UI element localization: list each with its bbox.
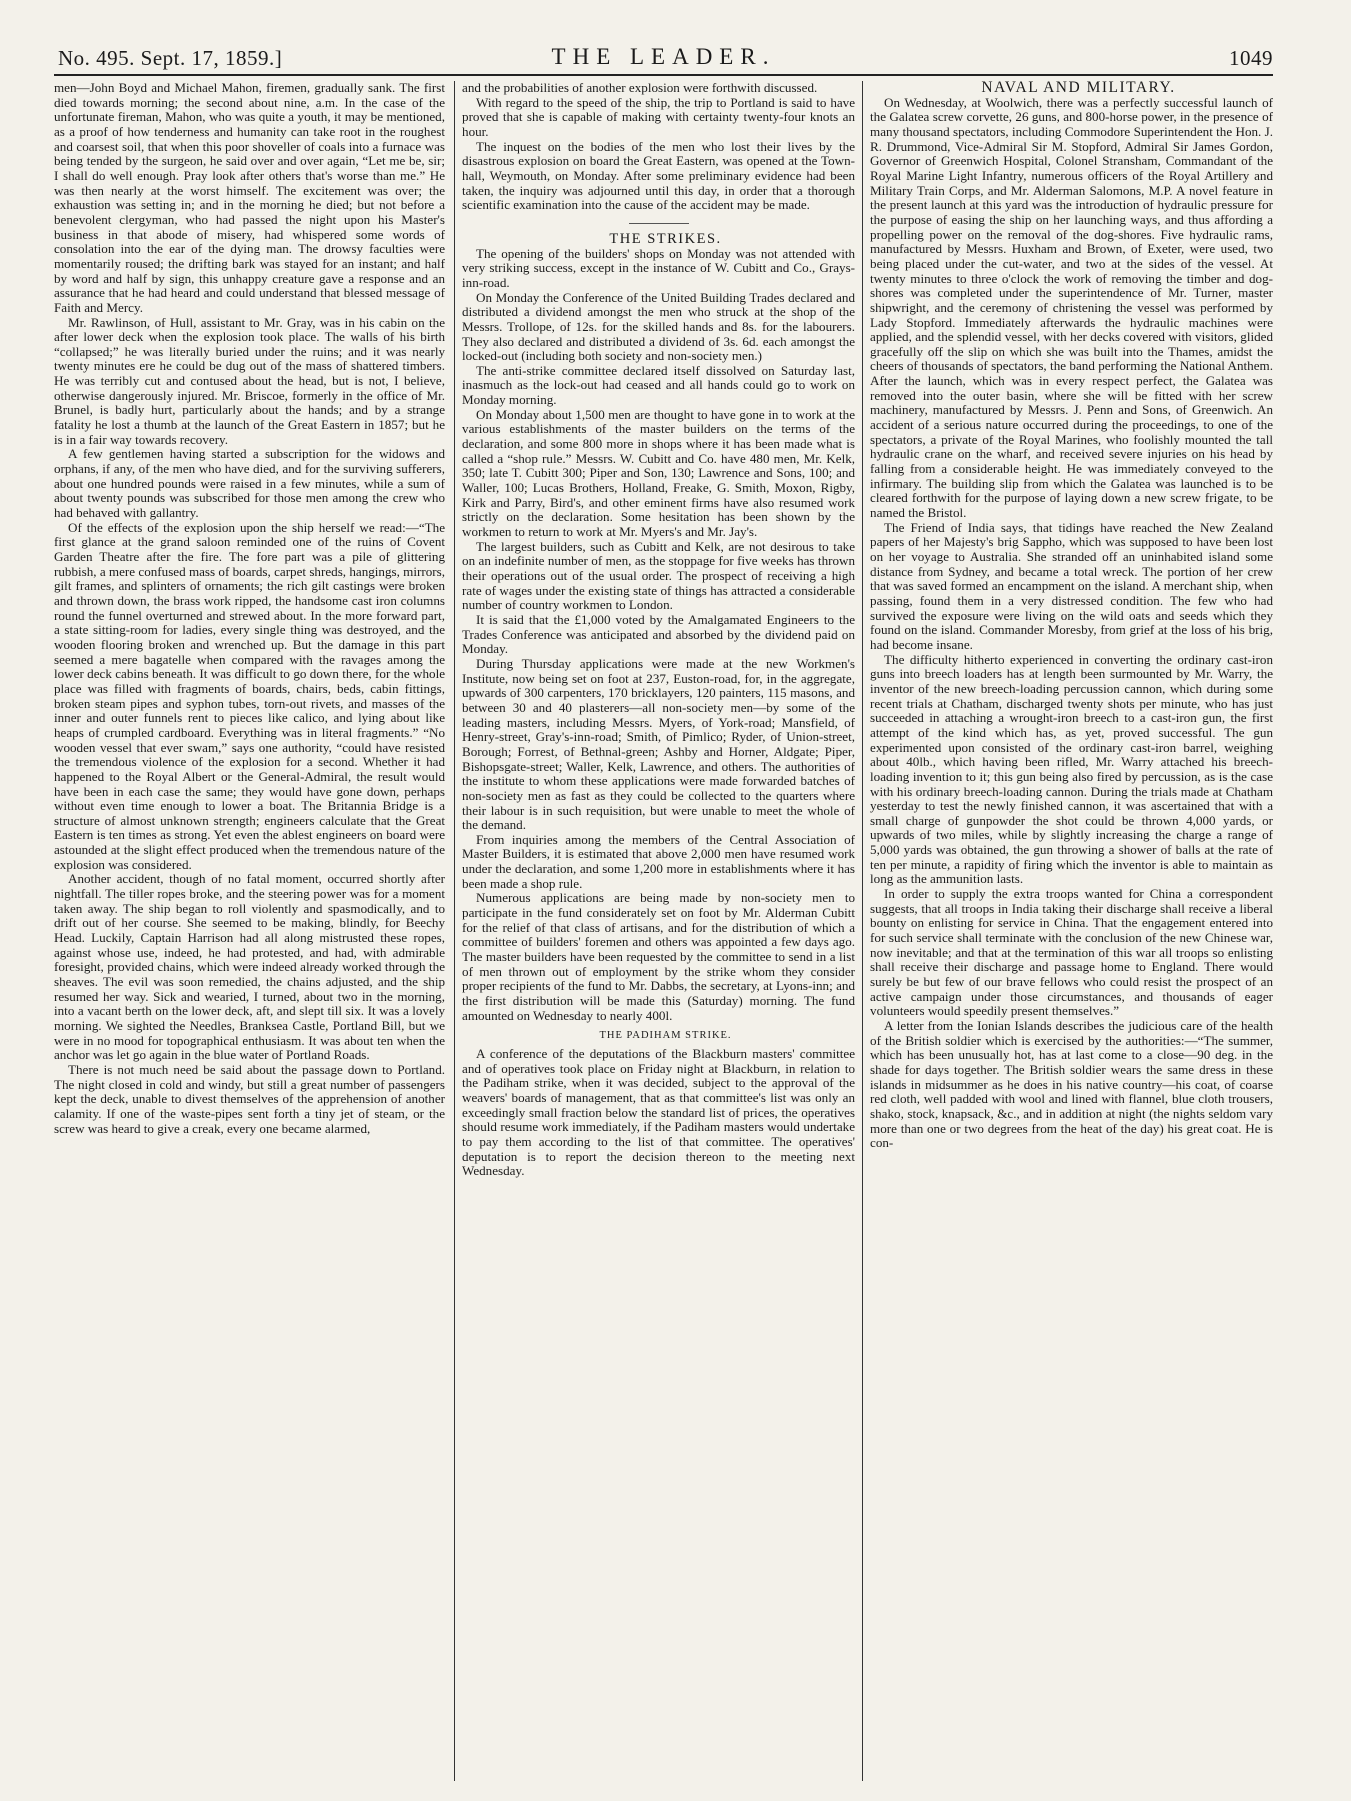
paragraph: There is not much need be said about the passage down to Portland. The night closed in cold and windy, but still a great number of passengers kept the deck, unable to divest themselves of the apprehension of another calamity. If one of the waste-pipes sent forth a tiny jet of steam, or the screw was heard to give a creak, every one became alarmed, [54,1061,446,1136]
paragraph: A conference of the deputations of the Blackburn masters' committee and of operatives took place on Friday night at Blackburn, in relation to the Padiham strike, when it was decided, subject to the approval of the weavers' boards of management, that as that committee's list was only an exceedingly small fraction below the standard list of prices, the operatives should resume work immediately, if the Padiham masters would undertake to pay them according to the list of that committee. The operatives' deputation is to report the decision thereon to the meeting next Wednesday. [462,1046,856,1179]
paragraph: During Thursday applications were made at the new Workmen's Institute, now being set on foot at 237, Euston-road, for, in the aggregate, upwards of 300 carpenters, 170 bricklayers, 120 painters, 115 masons, and between 30 and 40 plasterers—all non-society men—by some of the leading masters, including Messrs. Myers, of York-road; Mansfield, of Henry-street, Gray's-inn-road; Smith, of Pimlico; Ryder, of Union-street, Borough; Forrest, of Bethnal-green; Ashby and Horner, Aldgate; Piper, Bishopsgate-street; Waller, Kelk, Lawrence, and others. The authorities of the institute to whom these applications were made forwarded batches of non-society men as fast as they could be collected to the quarters where their labour is in such requisition, but were unable to meet the whole of the demand. [462,655,856,833]
column-rule [454,81,455,1781]
paragraph: Another accident, though of no fatal moment, occurred shortly after nightfall. The tiller ropes broke, and the steering power was for a moment taken away. The ship began to roll violently and spasmodically, and to drift out of her course. She seemed to be making, blindly, for Beechy Head. Luckily, Captain Harrison had all along mistrusted these ropes, against whose use, indeed, he had protested, and had, with admirable foresight, provided chains, which were indeed already worked through the sheaves. The evil was soon remedied, the chains adjusted, and the ship resumed her way. Sick and wearied, I turned, about two in the morning, into a vacant berth on the lower deck, aft, and slept till six. It was a lovely morning. We sighted the Needles, Branksea Castle, Portland Bill, but we were in no mood for topographical enthusiasm. It was about ten when the anchor was let go again in the blue water of Portland Roads. [54,871,446,1063]
section-title-naval: NAVAL AND MILITARY. [981,81,1176,96]
masthead [54,44,1273,76]
paragraph: Numerous applications are being made by non-society men to participate in the fund considerately set on foot by Mr. Alderman Cubitt for the relief of that class of artisans, and for the distribution of which a committee of builders' foremen and others was appointed a few days ago. The master builders have been requested by the committee to send in a list of men thrown out of employment by the strike whom they consider proper recipients of the fund to Mr. Dabbs, the secretary, at Lyons-inn; and the first distribution will be made this (Saturday) morning. The fund amounted on Wednesday to nearly 400l. [462,890,856,1023]
paragraph: The difficulty hitherto experienced in converting the ordinary cast-iron guns into breech loaders has at length been surmounted by Mr. Warry, the inventor of the new breech-loading percussion cannon, which during some recent trials at Chatham, discharged twenty shots per minute, who has just succeeded in attaching a wrought-iron breech to a cast-iron gun, the first attempt of the kind which has, as yet, proved successful. The gun experimented upon consisted of the ordinary cast-iron barrel, weighing about 40lb., which having been rifled, Mr. Warry attached his breech-loading invention to it; this gun being also fired by percussion, as is the case with his ordinary breech-loading cannon. During the trials made at Chatham yesterday to test the newly finished cannon, it was ascertained that with a small charge of gunpowder the shot could be thrown 4,000 yards, or upwards of two miles, while by slightly increasing the charge a range of 5,000 yards was obtained, the gun throwing a shower of balls at the rate of ten per minute, a rapidity of firing which the inventor is able to maintain as long as the ammunition lasts. [870,651,1274,887]
columns [54,81,1273,1781]
column-2 [462,81,855,1781]
paragraph: From inquiries among the members of the Central Association of Master Builders, it is estimated that above 2,000 men have resumed work under the declaration, and some 1,200 more in establishments where it has been made a shop rule. [462,831,856,891]
paragraph: men—John Boyd and Michael Mahon, firemen, gradually sank. The first died towards morning; the second about nine, a.m. In the case of the unfortunate fireman, Mahon, who was quite a youth, it may be mentioned, as a proof of how tenderness and humanity can take root in the roughest and coarsest soil, that when this poor shoveller of coals into a furnace was being tended by the surgeon, he said over and over again, “Let me be, sir; I shall do well enough. Pray look after others that's worse than me.” He was then nearly at the worst himself. The excitement was over; the exhaustion was setting in; and in the morning he died; but not before a benevolent clergyman, who had passed the night upon his Master's business in that abode of misery, had whispered some words of consolation into the ear of the dying man. The drowsy faculties were momentarily roused; the drifting bark was stayed for an instant; and half by word and half by sign, this unhappy creature gave a response and an assurance that he had heard and could understand that blessed message of Faith and Mercy. [54,81,446,315]
section-title-strikes: THE STRIKES. [609,230,722,247]
paragraph: The Friend of India says, that tidings have reached the New Zealand papers of her Majesty's brig Sappho, which was supposed to have been lost on her voyage to Australia. She stranded off an uninhabited island some distance from Sydney, and became a total wreck. The portion of her crew that was saved formed an encampment on the island. A merchant ship, when passing, found them in a very distressed condition. The few who had survived the exposure were living on the wild oats and seeds which they found on the island. Commander Moresby, from grief at the loss of his brig, had become insane. [870,519,1274,652]
paragraph: and the probabilities of another explosion were forthwith discussed. [462,81,818,95]
paragraph: On Monday about 1,500 men are thought to have gone in to work at the various establishments of the master builders on the terms of the declaration, and some 800 more in shops where it has been made what is called a “shop rule.” Messrs. W. Cubitt and Co. have 480 men, Mr. Kelk, 350; late T. Cubitt 300; Piper and Son, 130; Lawrence and Sons, 100; and Waller, 100; Lucas Brothers, Holland, Freake, G. Smith, Moxon, Rigby, Kirk and Parry, Bird's, and other eminent firms have also resumed work strictly on the declaration. Some hesitation has been shown by the workmen to return to work at Mr. Myers's and Mr. Jay's. [462,406,856,540]
paragraph: The opening of the builders' shops on Monday was not attended with very striking success, except in the instance of W. Cubitt and Co., Grays-inn-road. [462,245,856,290]
column-1 [54,81,447,1781]
issue-date: No. 495. Sept. 17, 1859.] [58,46,283,70]
paragraph: The largest builders, such as Cubitt and Kelk, are not desirous to take on an indefinite number of men, as the stoppage for five weeks has thrown their operations out of the usual order. The prospect of receiving a high rate of wages under the existing state of things has attracted a considerable number of country workmen to London. [462,538,856,613]
page-number: 1049 [1229,46,1273,70]
column-3 [870,81,1273,1781]
paragraph: It is said that the £1,000 voted by the Amalgamated Engineers to the Trades Conference was anticipated and absorbed by the dividend paid on Monday. [462,611,856,657]
paragraph: Of the effects of the explosion upon the ship herself we read:—“The first glance at the grand saloon reminded one of the ruins of Covent Garden Theatre after the fire. The fore part was a pile of glittering rubbish, a mere confused mass of boards, carpet shreds, hangings, mirrors, gilt frames, and splinters of ornaments; the rich gilt castings were broken and thrown down, the brass work ripped, the handsome cast iron columns round the funnel overturned and strewed about. In the more forward part, a state sitting-room for ladies, every single thing was destroyed, and the wooden flooring broken and wrenched up. But the damage in this part seemed a mere bagatelle when compared with the ravages among the lower deck cabins beneath. It was difficult to go down there, for the whole place was filled with fragments of boards, chairs, beds, cabin fittings, broken steam pipes and syphon tubes, torn-out rivets, and masses of the inner and outer funnels rent to pieces like calico, and lying about like heaps of crumpled cardboard. Everything was in literal fragments.” “No wooden vessel that ever swam,” says one authority, “could have resisted the tremendous violence of the explosion for a second. Whether it had happened to the Royal Albert or the General-Admiral, the result would have been in each case the same; they would have gone down, perhaps without even time enough to lower a boat. The Britannia Bridge is a structure of almost unknown strength; engineers calculate that the Great Eastern is ten times as strong. Yet even the ablest engineers on board were astounded at the slight effect produced when the tremendous nature of the explosion was considered. [54,519,446,872]
section-divider [629,223,689,224]
section-title-padiham: THE PADIHAM STRIKE. [599,1030,732,1042]
paragraph: The inquest on the bodies of the men who lost their lives by the disastrous explosion on board the Great Eastern, was opened at the Town-hall, Weymouth, on Monday. After some preliminary evidence had been taken, the inquiry was adjourned until this day, in order that a thorough scientific examination into the cause of the accident may be made. [462,138,856,213]
paragraph: In order to supply the extra troops wanted for China a correspondent suggests, that all troops in India taking their discharge shall receive a liberal bounty on enlisting for service in China. That the engagement entered into for such service shall terminate with the conclusion of the new Chinese war, now inevitable; and that at the termination of this war all troops so enlisting shall receive their discharge and passage home to England. There would surely be but few of our brave fellows who could resist the prospect of an active campaign under those circumstances, and thousands of eager volunteers would speedily present themselves.” [870,886,1274,1019]
column-rule [862,81,863,1781]
paragraph: Mr. Rawlinson, of Hull, assistant to Mr. Gray, was in his cabin on the after lower deck when the explosion took place. The walls of his birth “collapsed;” he was literally buried under the ruins; and it was nearly twenty minutes ere he could be dug out of the mass of shattered timbers. He was terribly cut and contused about the head, but is not, I believe, otherwise dangerously injured. Mr. Briscoe, formerly in the office of Mr. Brunel, is badly hurt, particularly about the hands; and by a strange fatality he lost a thumb at the launch of the Great Eastern in 1857; but he is in a fair way towards recovery. [54,314,446,447]
paragraph: On Monday the Conference of the United Building Trades declared and distributed a dividend amongst the men who struck at the shop of the Messrs. Trollope, of 12s. for the skilled hands and 8s. for the labourers. They also declared and distributed a dividend of 3s. 6d. each amongst the locked-out (including both society and non-society men.) [462,289,856,364]
newspaper-title: THE LEADER. [551,44,776,69]
paragraph: A few gentlemen having started a subscription for the widows and orphans, if any, of the men who have died, and for the surviving sufferers, about one hundred pounds were raised in a few minutes, while a sum of about twenty pounds was subscribed for those men among the crew who had behaved with gallantry. [54,446,446,521]
paragraph: On Wednesday, at Woolwich, there was a perfectly successful launch of the Galatea screw corvette, 26 guns, and 800-horse power, in the presence of many thousand spectators, including Commodore Superintendent the Hon. J. R. Drummond, Vice-Admiral Sir M. Stopford, Admiral Sir James Gordon, Governor of Greenwich Hospital, Colonel Stransham, Commandant of the Royal Marine Light Infantry, numerous officers of the Royal Artillery and Military Train Corps, and Mr. Alderman Salomons, M.P. A novel feature in the present launch at this yard was the introduction of hydraulic pressure for the purpose of easing the ship on her launching ways, and thus affording a propelling power on the removal of the dog-shores. Five hydraulic rams, manufactured by Messrs. Huxham and Brown, of Exeter, were used, two being placed under the cut-water, and two at the sides of the vessel. At twenty minutes to three o'clock the work of removing the timber and dog-shores was completed under the superintendence of Mr. Turner, master shipwright, and the ceremony of christening the vessel was performed by Lady Stopford. Immediately afterwards the hydraulic machines were applied, and the splendid vessel, with her decks covered with visitors, glided gracefully off the slip on which she was built into the Thames, amidst the cheers of thousands of spectators, the band performing the National Anthem. After the launch, which was in every respect perfect, the Galatea was removed into the outer basin, where she will be fitted with her screw machinery, manufactured by Messrs. J. Penn and Sons, of Greenwich. An accident of a serious nature occurred during the proceedings, to one of the spectators, a private of the Royal Marines, who foolishly mounted the tall hydraulic crane on the wharf, and received severe injuries on his head by falling from a considerable height. He was immediately conveyed to the infirmary. The building slip from which the Galatea was launched is to be cleared forthwith for the purpose of laying down a new screw frigate, to be named the Bristol. [870,94,1274,521]
paragraph: A letter from the Ionian Islands describes the judicious care of the health of the British soldier which is exercised by the authorities:—“The summer, which has been unusually hot, has at last come to a close—90 deg. in the shade for days together. The British soldier wears the same dress in these islands in midsummer as he does in his native country—his coat, of coarse red cloth, well padded with wool and lined with flannel, blue cloth trousers, shako, stock, knapsack, &c., and in addition at night (the nights seldom vary more than one or two degrees from the heat of the day) his great coat. He is con- [870,1018,1274,1151]
paragraph: With regard to the speed of the ship, the trip to Portland is said to have proved that she is capable of making with certainty twenty-four knots an hour. [462,94,856,139]
paragraph: The anti-strike committee declared itself dissolved on Saturday last, inasmuch as the lock-out had ceased and all hands could go to work on Monday morning. [462,362,856,408]
